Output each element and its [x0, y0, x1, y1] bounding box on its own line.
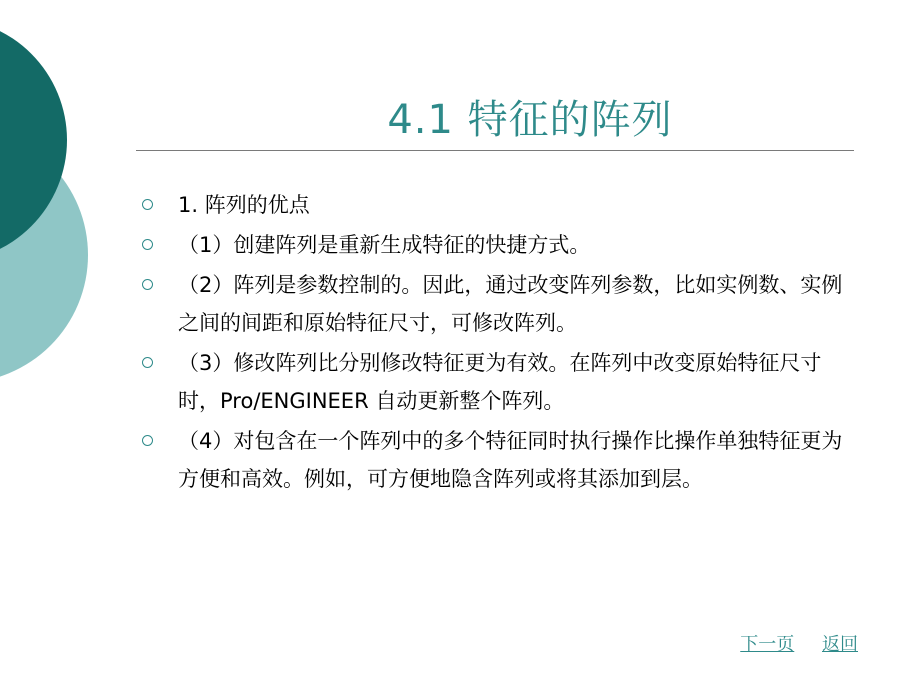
- circle-bullet-icon: [142, 199, 153, 210]
- slide-navigation: [718, 630, 858, 656]
- bullet-item: [142, 226, 862, 264]
- circle-bullet-icon: [142, 279, 153, 290]
- bullet-item: [142, 422, 862, 498]
- decorative-circles: [0, 0, 120, 400]
- bullet-text: （1）创建阵列是重新生成特征的快捷方式。: [178, 233, 591, 257]
- bullet-list: [142, 186, 862, 500]
- slide-title: 4.1 特征的阵列: [387, 97, 673, 143]
- bullet-item: [142, 266, 862, 342]
- bullet-text: （3）修改阵列比分别修改特征更为有效。在阵列中改变原始特征尺寸时，Pro/ENGINEER 自动更新整个阵列。: [178, 351, 822, 413]
- next-page-link[interactable]: 下一页: [740, 634, 795, 655]
- bullet-item: [142, 186, 862, 224]
- back-link[interactable]: 返回: [822, 634, 858, 655]
- bullet-text: 1. 阵列的优点: [178, 193, 310, 217]
- circle-bullet-icon: [142, 357, 153, 368]
- circle-bullet-icon: [142, 239, 153, 250]
- bullet-text: （2）阵列是参数控制的。因此，通过改变阵列参数，比如实例数、实例之间的间距和原始特征尺寸，可修改阵列。: [178, 273, 843, 335]
- title-divider: [136, 150, 854, 151]
- bullet-text: （4）对包含在一个阵列中的多个特征同时执行操作比操作单独特征更为方便和高效。例如，可方便地隐含阵列或将其添加到层。: [178, 429, 843, 491]
- circle-bullet-icon: [142, 435, 153, 446]
- bullet-item: [142, 344, 862, 420]
